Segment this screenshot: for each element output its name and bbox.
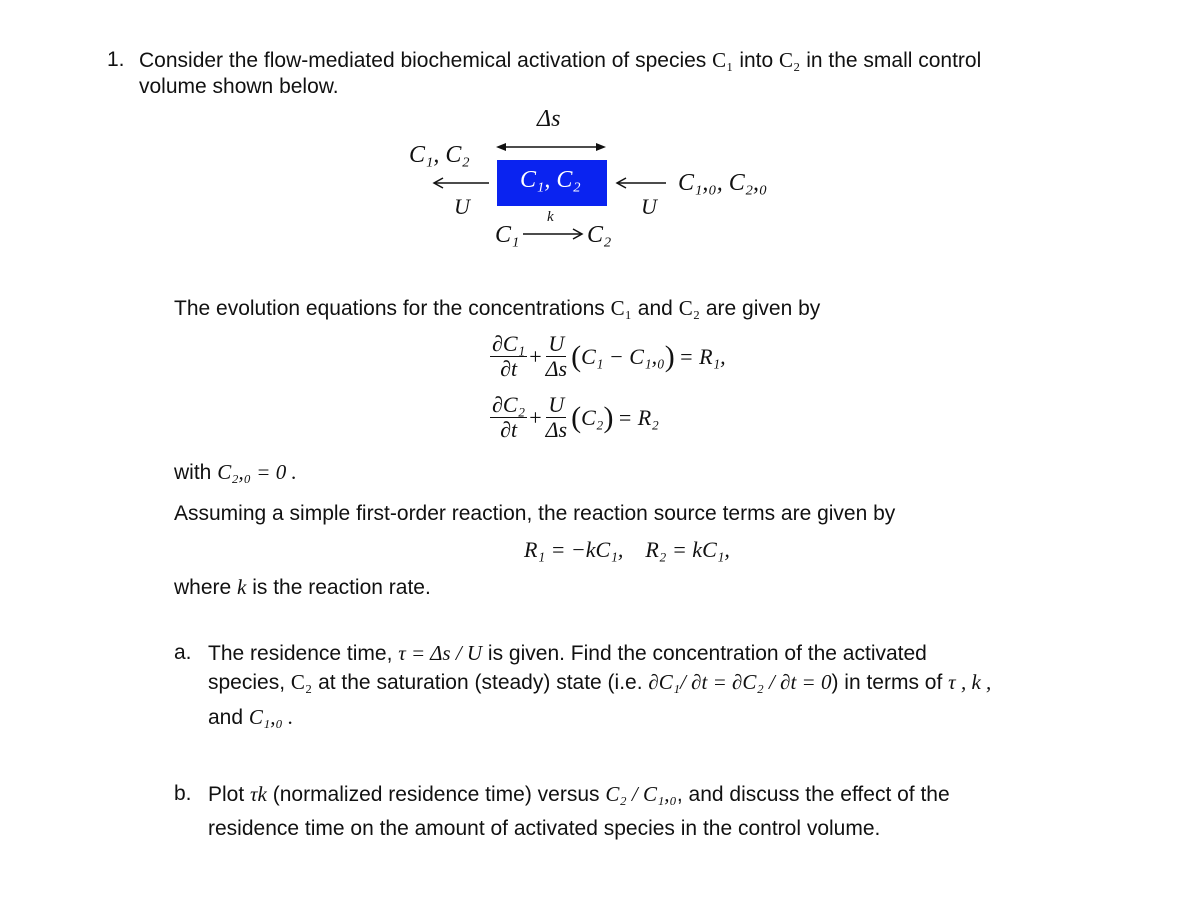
eq2-inner: C₂ bbox=[581, 404, 604, 430]
part-b-label: b. bbox=[174, 782, 192, 805]
eq1-denominator: ∂t bbox=[500, 356, 518, 382]
outflow-velocity: U bbox=[454, 194, 470, 219]
reaction-rate-definition: where k is the reaction rate. bbox=[174, 575, 431, 599]
part-b-line1: Plot τk (normalized residence time) versus C₂ / C₁,₀, and discuss the effect of the bbox=[208, 782, 950, 806]
inflow-velocity: U bbox=[641, 194, 657, 219]
part-a-label: a. bbox=[174, 641, 192, 664]
eq1-plus: + bbox=[529, 343, 542, 369]
intro-c1: C₁ bbox=[712, 48, 734, 72]
reaction-reactant: C₁ bbox=[495, 222, 520, 248]
delta-s-label: Δs bbox=[537, 106, 561, 132]
part-a-c2: C₂ bbox=[290, 670, 313, 694]
inflow-arrow-icon bbox=[614, 176, 666, 190]
evolution-c1: C₁ bbox=[610, 296, 632, 320]
part-a-c10: C₁,₀ . bbox=[248, 705, 294, 729]
reaction-rate: k bbox=[547, 209, 554, 225]
outflow-species: C₁, C₂ bbox=[409, 142, 470, 168]
eq2-frac-num: U bbox=[548, 392, 565, 417]
control-volume-label: C₁, C₂ bbox=[520, 167, 581, 193]
concentration-ratio: C₂ / C₁,₀ bbox=[605, 782, 677, 806]
eq1-frac-den: Δs bbox=[545, 356, 568, 382]
part-a-line1: The residence time, τ = Δs / U is given. Find the concentration of the activated bbox=[208, 641, 927, 665]
eq2-frac-den: Δs bbox=[545, 417, 568, 443]
equation-c2: $\frac{\text{∂C₂}}{\partial t}$ + $\frac{U}{\Delta s}$ ( C₂ ) = R₂ bbox=[492, 392, 659, 443]
normalized-time: τk bbox=[250, 782, 267, 806]
part-a-line2: species, C₂ at the saturation (steady) state (i.e. ∂C₁/ ∂t = ∂C₂ / ∂t = 0) in terms of τ , k , bbox=[208, 670, 992, 694]
eq1-numerator: ∂C₁ bbox=[492, 331, 526, 356]
rate-symbol: k bbox=[237, 575, 247, 599]
inflow-species: C₁,₀, C₂,₀ bbox=[678, 170, 768, 196]
source-terms-equation: R₁ = −kC₁, R₂ = kC₁, bbox=[524, 537, 730, 562]
outflow-arrow-icon bbox=[431, 176, 489, 190]
question-intro-line1 bbox=[139, 48, 981, 73]
evolution-c2: C₂ bbox=[678, 296, 701, 320]
eq1-rhs: = R₁, bbox=[678, 343, 726, 369]
reaction-arrow-icon bbox=[523, 228, 585, 240]
assumption-text: Assuming a simple first-order reaction, the reaction source terms are given by bbox=[174, 502, 896, 525]
boundary-condition: with C₂,₀ = 0 . bbox=[174, 460, 297, 484]
eq2-plus: + bbox=[529, 404, 542, 430]
eq2-denominator: ∂t bbox=[500, 417, 518, 443]
residence-time-eq: τ = Δs / U bbox=[398, 641, 483, 665]
equation-c1: $\frac{\text{∂C₁}}{\partial t}$ + $\frac{U}{\Delta s}$ ( C₁ − C₁,₀ ) = R₁, bbox=[492, 331, 726, 382]
evolution-intro: The evolution equations for the concentrations C₁ and C₂ are given by bbox=[174, 296, 821, 320]
eq1-inner: C₁ − C₁,₀ bbox=[581, 343, 665, 369]
intro-into: into bbox=[739, 49, 774, 72]
eq2-rhs: = R₂ bbox=[617, 404, 659, 430]
eq2-numerator: ∂C₂ bbox=[492, 392, 526, 417]
intro-c2: C₂ bbox=[779, 48, 801, 72]
reaction-product: C₂ bbox=[587, 222, 612, 248]
question-number: 1. bbox=[107, 48, 125, 71]
eq1-frac-num: U bbox=[548, 331, 565, 356]
part-a-line3: and C₁,₀ . bbox=[208, 705, 294, 729]
intro-text: Consider the flow-mediated biochemical activation of species bbox=[139, 49, 707, 72]
boundary-equation: C₂,₀ = 0 . bbox=[217, 460, 297, 484]
steady-state-eq: ∂C₁/ ∂t = ∂C₂ / ∂t = 0 bbox=[648, 670, 832, 694]
part-b-line2: residence time on the amount of activated species in the control volume. bbox=[208, 817, 881, 840]
question-intro-line2: volume shown below. bbox=[139, 75, 339, 98]
delta-s-double-arrow bbox=[496, 140, 606, 154]
intro-rest: in the small control bbox=[806, 49, 982, 72]
part-a-vars: τ , k , bbox=[948, 670, 992, 694]
